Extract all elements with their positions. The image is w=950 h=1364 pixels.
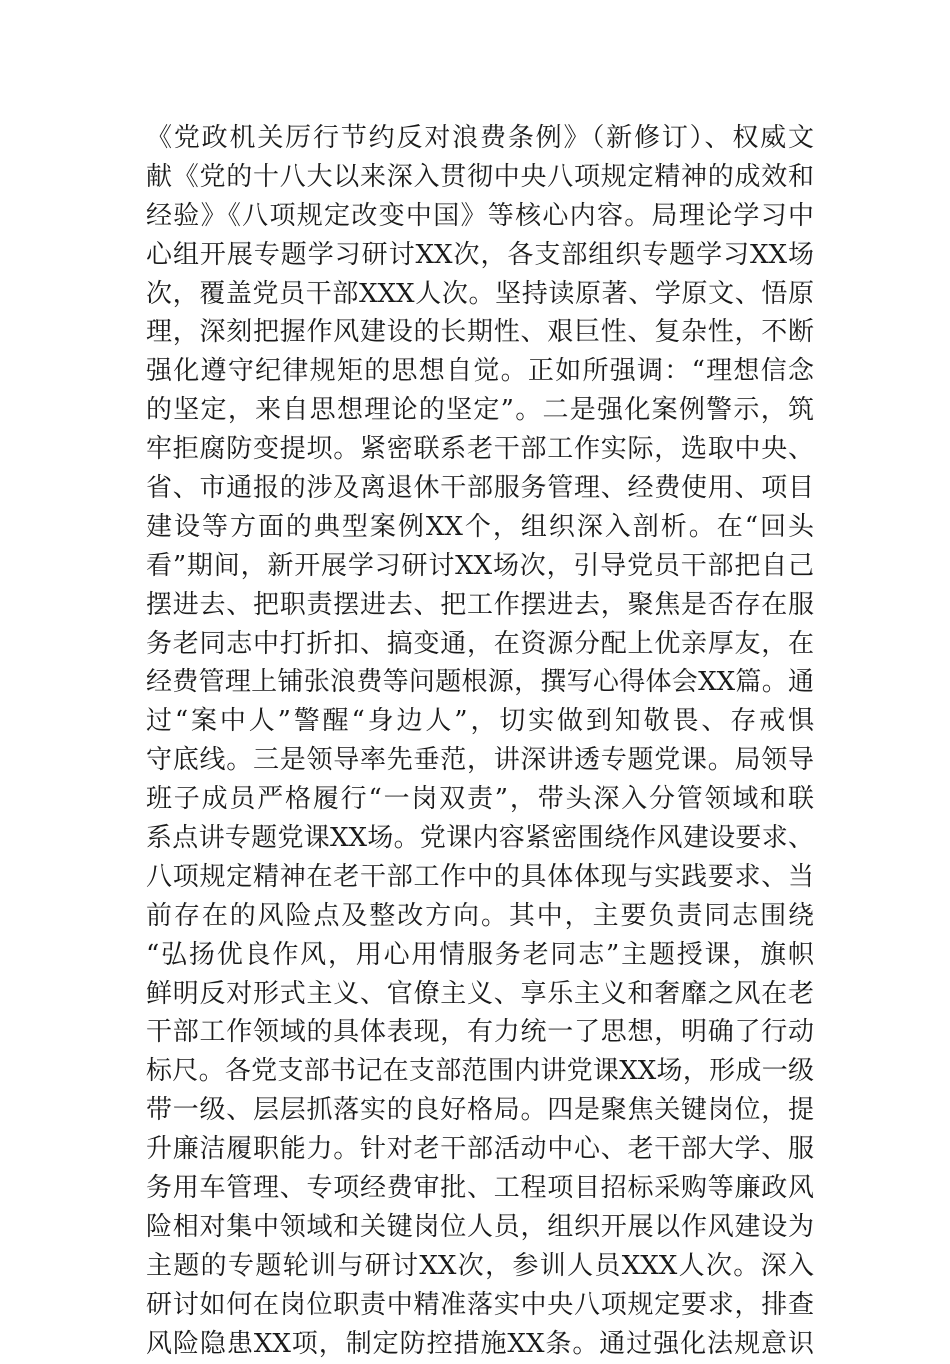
text-line: 理，深刻把握作风建设的长期性、艰巨性、复杂性，不断 — [146, 317, 814, 348]
text-line: 研讨如何在岗位职责中精准落实中央八项规定要求，排查 — [146, 1289, 814, 1320]
text-line: 心组开展专题学习研讨XX次，各支部组织专题学习XX场 — [146, 239, 814, 270]
text-line: 过“案中人”警醒“身边人”，切实做到知敬畏、存戒惧 — [146, 706, 814, 737]
text-line: 献《党的十八大以来深入贯彻中央八项规定精神的成效和 — [146, 161, 814, 192]
text-line: 牢拒腐防变提坝。紧密联系老干部工作实际，选取中央、 — [146, 434, 814, 465]
text-line: 主题的专题轮训与研讨XX次，参训人员XXX人次。深入 — [146, 1250, 814, 1281]
text-line: 务用车管理、专项经费审批、工程项目招标采购等廉政风 — [146, 1173, 814, 1204]
text-line: 省、市通报的涉及离退休干部服务管理、经费使用、项目 — [146, 473, 814, 504]
text-line: 看”期间，新开展学习研讨XX场次，引导党员干部把自己 — [146, 550, 814, 581]
text-line: 标尺。各党支部书记在支部范围内讲党课XX场，形成一级 — [146, 1056, 814, 1087]
text-line: 干部工作领域的具体表现，有力统一了思想，明确了行动 — [146, 1017, 814, 1048]
text-line: 前存在的风险点及整改方向。其中，主要负责同志围绕 — [146, 900, 814, 931]
text-line: 升廉洁履职能力。针对老干部活动中心、老干部大学、服 — [146, 1134, 814, 1165]
text-line: 强化遵守纪律规矩的思想自觉。正如所强调：“理想信念 — [146, 356, 814, 387]
text-line: 《党政机关厉行节约反对浪费条例》（新修订）、权威文 — [146, 123, 814, 153]
text-line: 的坚定，来自思想理论的坚定”。二是强化案例警示，筑 — [146, 395, 814, 426]
text-line: “弘扬优良作风，用心用情服务老同志”主题授课，旗帜 — [146, 939, 814, 970]
text-line: 务老同志中打折扣、搞变通，在资源分配上优亲厚友，在 — [146, 628, 814, 659]
body-text — [146, 119, 814, 1364]
text-line: 系点讲专题党课XX场。党课内容紧密围绕作风建设要求、 — [146, 823, 814, 854]
text-line: 次，覆盖党员干部XXX人次。坚持读原著、学原文、悟原 — [146, 278, 814, 309]
text-line: 风险隐患XX项，制定防控措施XX条。通过强化法规意识 — [146, 1328, 814, 1359]
text-line: 经验》《八项规定改变中国》等核心内容。局理论学习中 — [146, 200, 814, 231]
text-line: 带一级、层层抓落实的良好格局。四是聚焦关键岗位，提 — [146, 1095, 814, 1126]
text-line: 险相对集中领域和关键岗位人员，组织开展以作风建设为 — [146, 1211, 814, 1242]
text-line: 摆进去、把职责摆进去、把工作摆进去，聚焦是否存在服 — [146, 589, 814, 620]
text-line: 班子成员严格履行“一岗双责”，带头深入分管领域和联 — [146, 784, 814, 815]
text-line: 鲜明反对形式主义、官僚主义、享乐主义和奢靡之风在老 — [146, 978, 814, 1009]
text-line: 建设等方面的典型案例XX个，组织深入剖析。在“回头 — [146, 511, 814, 542]
text-line: 经费管理上铺张浪费等问题根源，撰写心得体会XX篇。通 — [146, 667, 814, 698]
text-line: 守底线。三是领导率先垂范，讲深讲透专题党课。局领导 — [146, 745, 814, 776]
text-line: 八项规定精神在老干部工作中的具体体现与实践要求、当 — [146, 861, 814, 892]
